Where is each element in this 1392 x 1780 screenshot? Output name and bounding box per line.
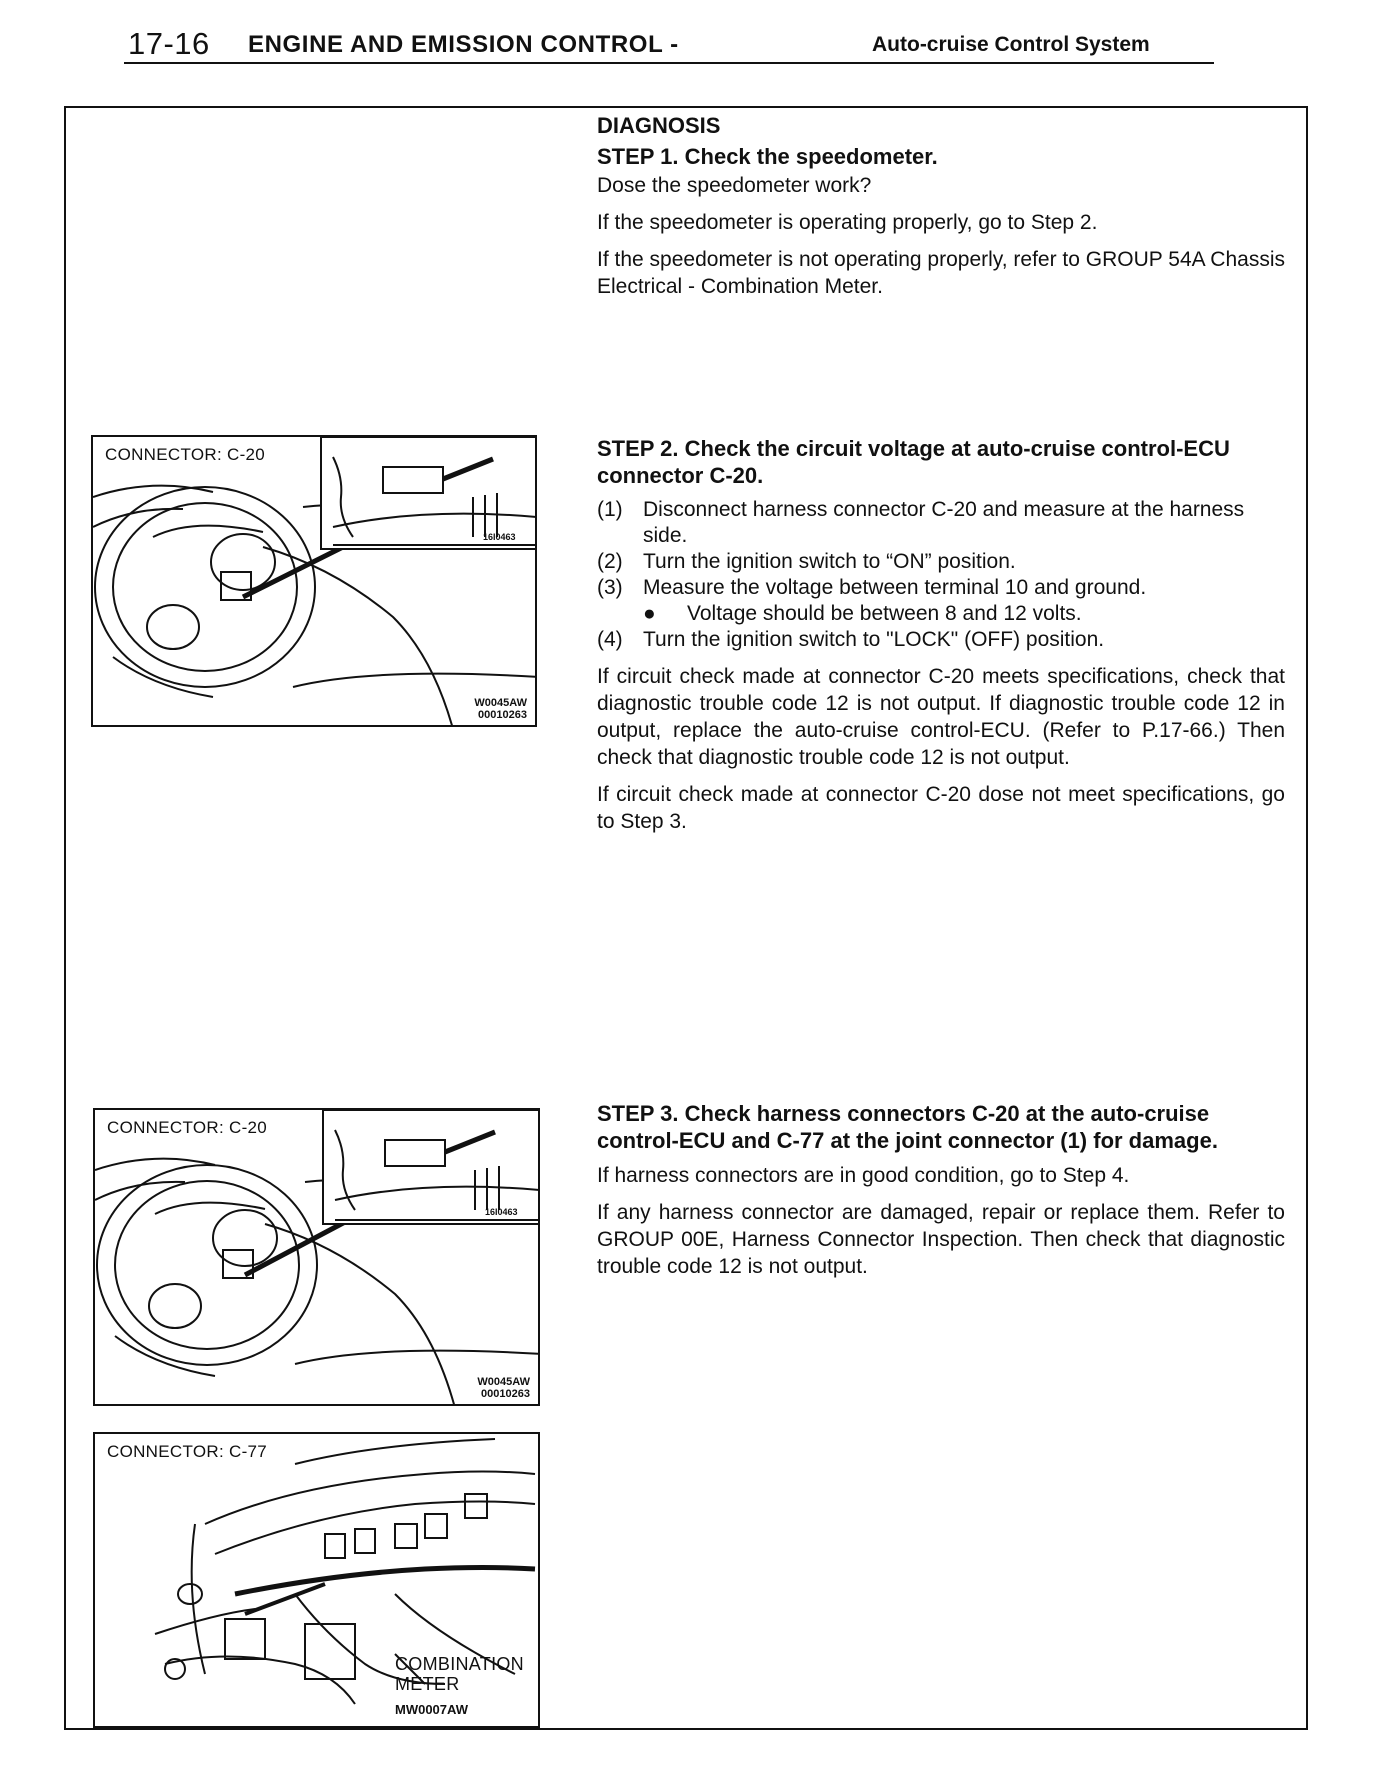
figure-code — [474, 697, 527, 721]
procedure-num: (3) — [597, 576, 623, 599]
procedure-num: (4) — [597, 628, 623, 651]
spec-text: Voltage should be between 8 and 12 volts. — [687, 602, 1082, 625]
step3-heading: STEP 3. Check harness connectors C-20 at the auto-cruise control-ECU and C-77 at the joint connector (1) for damage. — [597, 1101, 1218, 1153]
section-title: ENGINE AND EMISSION CONTROL - — [248, 31, 679, 58]
figure-label: CONNECTOR: C-20 — [107, 1118, 268, 1137]
figure-code-line: W0045AW — [474, 697, 527, 709]
step3-ng: If any harness connector are damaged, repair or replace them. Refer to GROUP 00E, Harness Connector Inspection. Then check that diagnostic trouble code 12 is not output. — [597, 1201, 1285, 1278]
diagnosis-title: DIAGNOSIS — [597, 113, 721, 138]
page-number: 17-16 — [128, 26, 210, 61]
step1-question: Dose the speedometer work? — [597, 174, 872, 197]
step3-ok: If harness connectors are in good condition, go to Step 4. — [597, 1164, 1130, 1187]
procedure-item — [597, 497, 1285, 549]
procedure-num: (1) — [597, 498, 623, 521]
bullet-icon: ● — [643, 602, 656, 625]
connector-c77-figure — [93, 1432, 540, 1728]
step1-block — [597, 112, 1285, 310]
inset-code: 16I0463 — [485, 1207, 518, 1217]
connector-c20-figure — [91, 435, 537, 727]
step1-heading: STEP 1. Check the speedometer. — [597, 144, 938, 169]
section-subtitle: Auto-cruise Control System — [872, 33, 1150, 56]
inset-code: 16I0463 — [483, 532, 516, 542]
callout-line: METER — [395, 1674, 460, 1694]
callout-line: COMBINATION — [395, 1654, 524, 1674]
procedure-text: Turn the ignition switch to “ON” position. — [643, 550, 1016, 573]
procedure-item — [597, 627, 1285, 653]
figure-label: CONNECTOR: C-77 — [107, 1442, 268, 1461]
step2-procedure — [597, 497, 1285, 601]
procedure-item — [597, 575, 1285, 601]
figure-code-line: W0045AW — [477, 1376, 530, 1388]
figure-code — [477, 1376, 530, 1400]
procedure-text: Turn the ignition switch to "LOCK" (OFF) position. — [643, 628, 1105, 651]
spec-bullet — [597, 601, 1285, 627]
steering-wheel-illustration — [93, 437, 537, 727]
procedure-text: Disconnect harness connector C-20 and measure at the harness side. — [643, 498, 1245, 547]
procedure-item — [597, 549, 1285, 575]
step2-block — [597, 435, 1285, 845]
step1-ok: If the speedometer is operating properly, go to Step 2. — [597, 211, 1098, 234]
combination-meter-callout — [395, 1654, 524, 1694]
page-header — [124, 22, 1214, 64]
figure-code: MW0007AW — [395, 1702, 468, 1717]
figure-code-line: 00010263 — [478, 709, 527, 721]
connector-c20-figure-2 — [93, 1108, 540, 1406]
step2-ng: If circuit check made at connector C-20 dose not meet specifications, go to Step 3. — [597, 783, 1285, 833]
step3-block — [597, 1100, 1285, 1290]
figure-label: CONNECTOR: C-20 — [105, 445, 266, 464]
step2-heading: STEP 2. Check the circuit voltage at auto-cruise control-ECU connector C-20. — [597, 436, 1230, 488]
steering-wheel-illustration — [95, 1110, 540, 1406]
procedure-text: Measure the voltage between terminal 10 and ground. — [643, 576, 1147, 599]
step2-procedure-last — [597, 627, 1285, 653]
procedure-num: (2) — [597, 550, 623, 573]
figure-code-line: 00010263 — [481, 1388, 530, 1400]
step2-ok: If circuit check made at connector C-20 meets specifications, check that diagnostic trouble code 12 is not output. If diagnostic trouble code 12 in output, replace the auto-cruise control-ECU. (Refer to P.17-66.) Then check that diagnostic trouble code 12 is not output. — [597, 665, 1285, 769]
step1-ng: If the speedometer is not operating properly, refer to GROUP 54A Chassis Electrical - Combination Meter. — [597, 248, 1285, 298]
